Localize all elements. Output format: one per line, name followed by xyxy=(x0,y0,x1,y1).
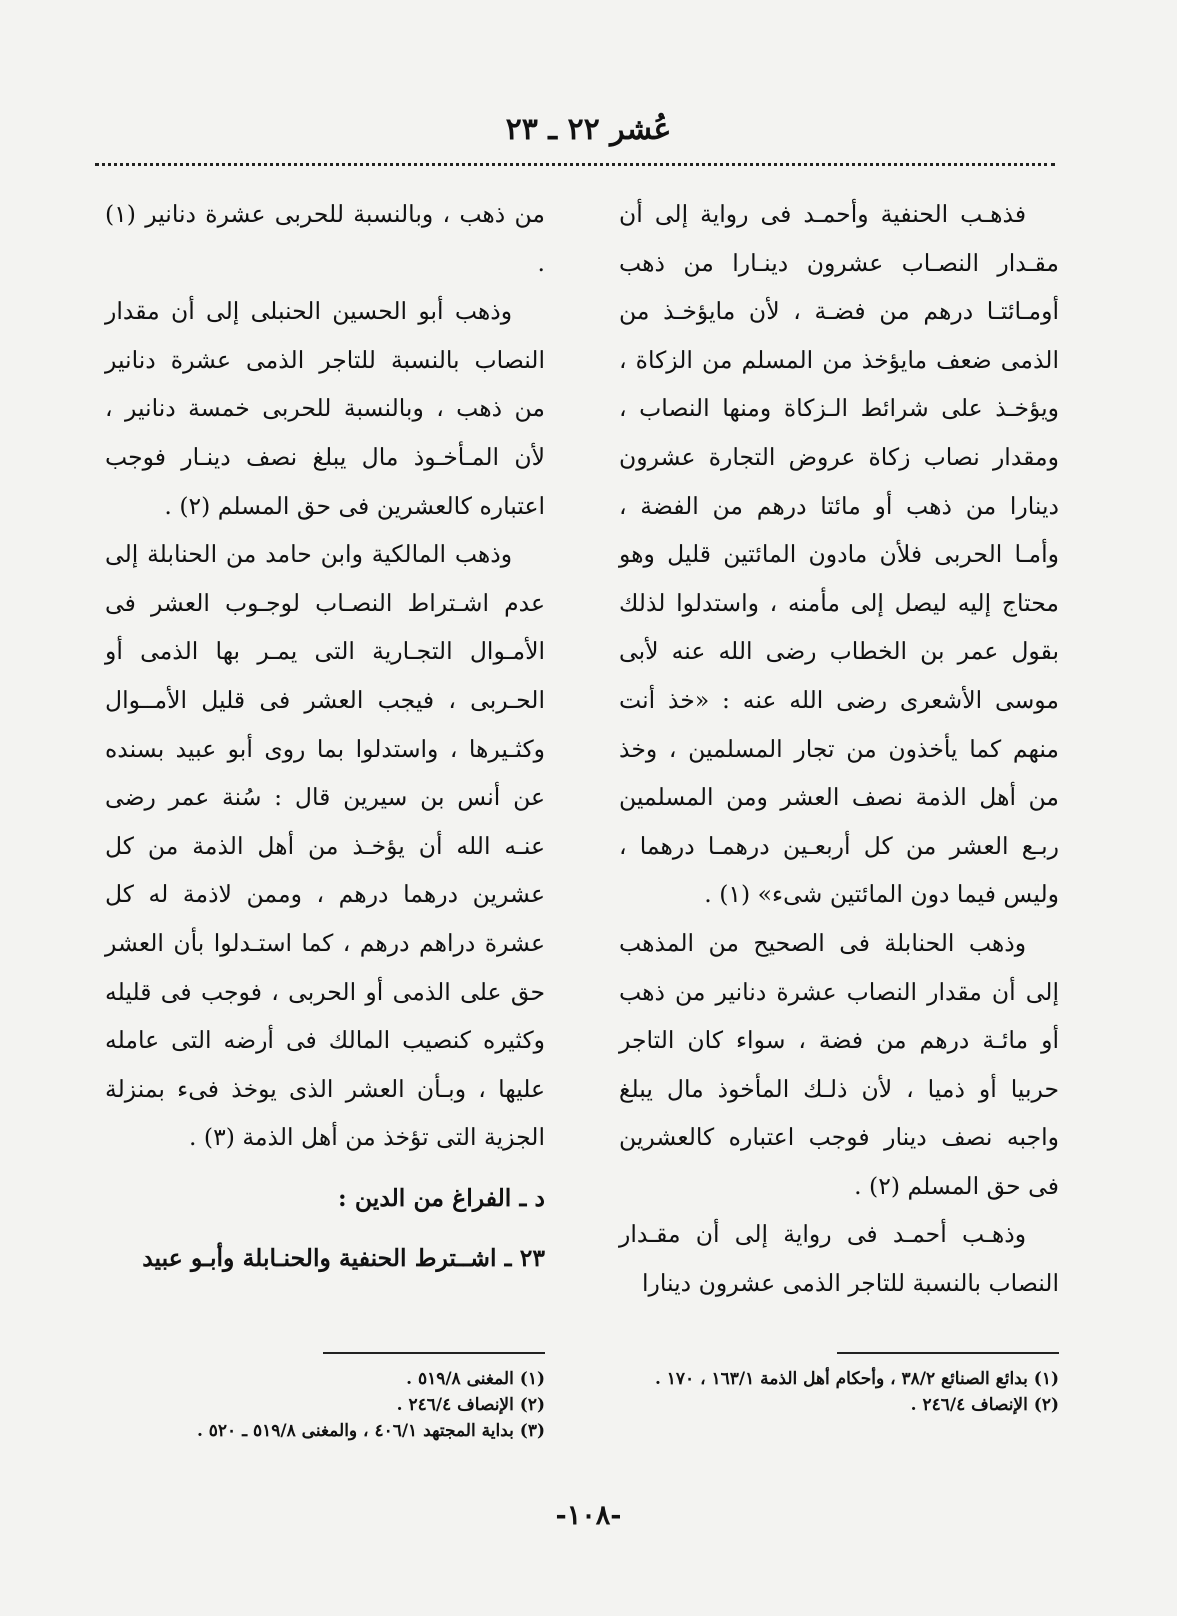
paragraph: فذهـب الحنفية وأحمـد فى رواية إلى أن مقـدار النصـاب عشرون دينـارا من ذهب أومـائتـا درهم من فضـة ، لأن مايؤخـذ من الذمى ضعف مايؤخذ من المسلم من الزكاة ، ويؤخـذ على شرائط الـزكاة ومنها النصاب ، ومقدار نصاب زكاة عروض التجارة عشرون دينارا من ذهب أو مائتا درهم من الفضة ، وأمـا الحربى فلأن مادون المائتين قليل وهو محتاج إليه ليصل إلى مأمنه ، واستدلوا لذلك بقول عمر بن الخطاب رضى الله عنه لأبى موسى الأشعرى رضى الله عنه : «خذ أنت منهم كما يأخذون من تجار المسلمين ، وخذ من أهل الذمة نصف العشر ومن المسلمين ربـع العشر من كل أربعـين درهمـا درهما ، وليس فيما دون المائتين شىء» (١) . xyxy=(619,200,1059,909)
footnotes-right xyxy=(619,1366,1059,1418)
footnote: (١) المغنى ٥١٩/٨ . xyxy=(406,1369,545,1389)
footnote-divider xyxy=(837,1352,1059,1354)
left-column xyxy=(105,190,545,1283)
paragraph: وذهـب أحمـد فى رواية إلى أن مقـدار النصاب بالنسبة للتاجر الذمى عشرون دينارا xyxy=(619,1220,1059,1298)
paragraph: وذهب أبو الحسين الحنبلى إلى أن مقدار النصاب بالنسبة للتاجر الذمى عشرة دنانير من ذهب ، وبالنسبة للحربى خمسة دنانير ، لأن المـأخـوذ مال يبلغ نصف دينـار فوجب اعتباره كالعشرين فى حق المسلم (٢) . xyxy=(105,297,545,520)
footnote: (١) بدائع الصنائع ٣٨/٢ ، وأحكام أهل الذمة ١٦٣/١ ، ١٧٠ . xyxy=(654,1369,1059,1389)
page-number: -١٠٨- xyxy=(555,1500,622,1531)
footnote-divider xyxy=(323,1352,545,1354)
right-column xyxy=(619,190,1059,1308)
paragraph: وذهب المالكية وابن حامد من الحنابلة إلى عدم اشـتراط النصـاب لوجـوب العشر فى الأمـوال التجـارية التى يمـر بها الذمى أو الحـربى ، فيجب العشر فى قليل الأمــوال وكثـيرها ، واستدلوا بما روى أبو عبيد بسنده عن أنس بن سيرين قال : سُنة عمر رضى عنـه الله أن يؤخـذ من أهل الذمة من كل عشرين درهما درهم ، وممن لاذمة له كل عشرة دراهم درهم ، كما استـدلوا بأن العشر حق على الذمى أو الحربى ، فوجب فى قليله وكثيره كنصيب المالك فى أرضه التى عامله عليها ، وبـأن العشر الذى يوخذ فىء بمنزلة الجزية التى تؤخذ من أهل الذمة (٣) . xyxy=(105,540,545,1152)
page-title: عُشر ٢٢ ـ ٢٣ xyxy=(505,112,672,147)
footnote: (٢) الإنصاف ٢٤٦/٤ . xyxy=(396,1395,545,1415)
footnote: (٢) الإنصاف ٢٤٦/٤ . xyxy=(910,1395,1059,1415)
header-divider xyxy=(95,163,1055,166)
paragraph-start: ٢٣ ـ اشــترط الحنفية والحنـابلة وأبـو عبيد xyxy=(142,1244,545,1273)
footnotes-left xyxy=(105,1366,545,1444)
paragraph: من ذهب ، وبالنسبة للحربى عشرة دنانير (١) . xyxy=(105,200,545,277)
footnote: (٣) بداية المجتهد ٤٠٦/١ ، والمغنى ٥١٩/٨ ـ ٥٢٠ . xyxy=(196,1421,545,1441)
section-subheading: د ـ الفراغ من الدين : xyxy=(338,1183,545,1212)
paragraph: وذهب الحنابلة فى الصحيح من المذهب إلى أن مقدار النصاب عشرة دنانير من ذهب أو مائـة درهم من فضة ، سواء كان التاجر حربيا أو ذميا ، لأن ذلـك المأخوذ مال يبلغ واجبه نصف دينار فوجب اعتباره كالعشرين فى حق المسلم (٢) . xyxy=(619,928,1059,1200)
